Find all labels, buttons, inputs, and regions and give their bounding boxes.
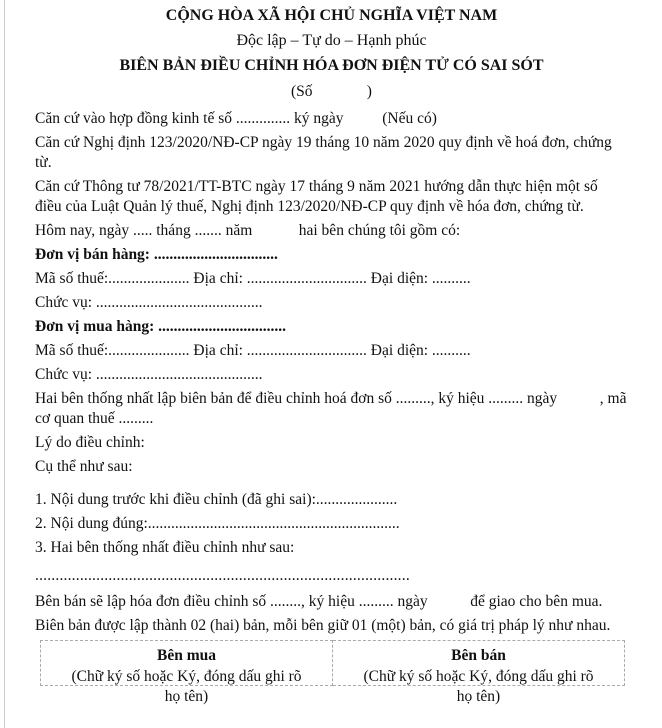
clause-circular-78: Căn cứ Thông tư 78/2021/TT-BTC ngày 17 tháng 9 năm 2021 hướng dẫn thực hiện một số điều của Luật Quản lý thuế, Nghị định 123/2020/NĐ-CP quy định về hóa đơn, chứng từ. [35,178,602,215]
seller-position-line: Chức vụ: ........................................... [35,294,263,311]
buyer-unit-line: Đơn vị mua hàng: ................................. [35,318,287,335]
item-2-correct-content: 2. Nội dung đúng:................................................................. [35,515,400,532]
copies-statement-line: Biên bản được lập thành 02 (hai) bản, mỗi bên giữ 01 (một) bản, có giá trị pháp lý như nhau. [35,617,611,634]
signature-cell-seller [333,640,625,705]
dotted-separator-line: ............................................................................................ [35,567,410,584]
seller-unit-line: Đơn vị bán hàng: ................................ [35,246,278,263]
agreement-invoice-line: Hai bên thống nhất lập biên bản để điều chỉnh hoá đơn số ........., ký hiệu ......... ngày , mã cơ quan thuế ......... [35,390,631,427]
adjustment-invoice-issue-line: Bên bán sẽ lập hóa đơn điều chỉnh số ........, ký hiệu ......... ngày để giao cho bên mua. [35,593,603,610]
signature-table [40,640,625,705]
details-label: Cụ thể như sau: [35,458,133,475]
clause-decree-123: Căn cứ Nghị định 123/2020/NĐ-CP ngày 19 tháng 10 năm 2020 quy định về hoá đơn, chứng từ. [35,134,616,171]
seller-tax-address-rep-line: Mã số thuế:..................... Địa chỉ: ............................... Đại diện: .......... [35,270,471,287]
buyer-position-line: Chức vụ: ........................................... [35,366,263,383]
clause-date-parties: Hôm nay, ngày ..... tháng ....... năm hai bên chúng tôi gồm có: [35,222,461,239]
buyer-tax-address-rep-line: Mã số thuế:..................... Địa chỉ: ............................... Đại diện: .......... [35,342,471,359]
document-number-line: (Số ) [291,83,372,100]
signature-cell-buyer [40,640,333,705]
national-title: CỘNG HÒA XÃ HỘI CHỦ NGHĨA VIỆT NAM [165,7,498,24]
national-motto: Độc lập – Tự do – Hạnh phúc [236,32,427,49]
seller-signature-title: Bên bán [451,647,506,664]
clause-contract-basis: Căn cứ vào hợp đồng kinh tế số .............. ký ngày (Nếu có) [35,110,437,127]
buyer-signature-note: (Chữ ký số hoặc Ký, đóng dấu ghi rõ họ tên) [71,668,302,705]
item-1-wrong-content: 1. Nội dung trước khi điều chỉnh (đã ghi sai):..................... [35,491,398,508]
adjustment-reason-label: Lý do điều chỉnh: [35,434,145,451]
buyer-signature-title: Bên mua [157,647,216,664]
seller-signature-note: (Chữ ký số hoặc Ký, đóng dấu ghi rõ họ tên) [363,668,594,705]
item-3-agreement: 3. Hai bên thống nhất điều chỉnh như sau: [35,539,295,556]
document-title: BIÊN BẢN ĐIỀU CHỈNH HÓA ĐƠN ĐIỆN TỬ CÓ SAI SÓT [119,57,544,74]
page-left-edge-rule [4,0,5,728]
